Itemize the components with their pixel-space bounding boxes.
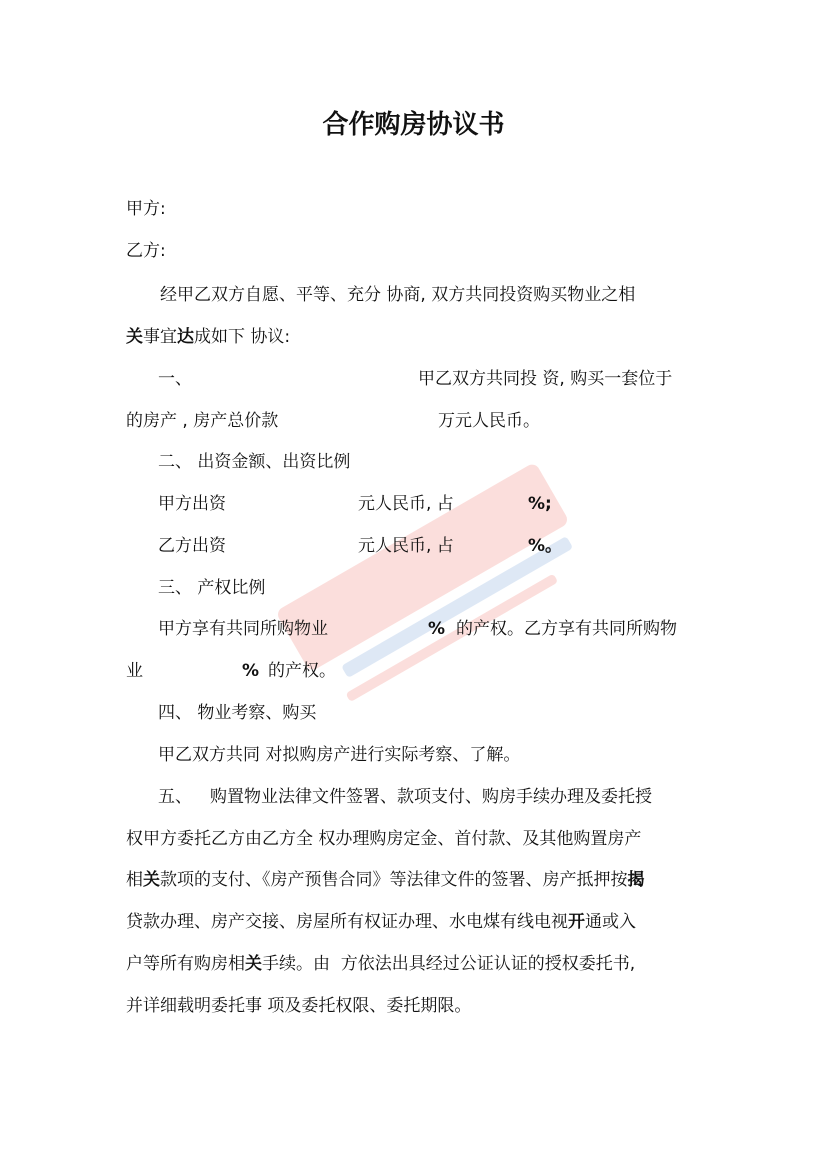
section-1-heading: 一、: [158, 369, 192, 389]
intro-line-1: 经甲乙双方自愿、平等、充分 协商, 双方共同投资购买物业之相: [160, 285, 636, 305]
section-2-party-a-pct: %;: [528, 494, 552, 514]
s5-l3-bold: 关: [143, 870, 160, 890]
section-3-line-1a: 甲方享有共同所购物业: [158, 619, 328, 639]
section-3-line-2-pct: %: [242, 661, 260, 681]
section-5-line-4: [126, 911, 636, 933]
section-2-party-a-label: 甲方出资: [158, 494, 226, 514]
s5-l5-a: 户等所有购房相: [126, 954, 245, 974]
s5-l4-a: 贷款办理、房产交接、房屋所有权证办理、水电煤有线电视: [126, 912, 568, 932]
intro-text-1: 事宜: [143, 327, 177, 347]
section-3-heading: 三、 产权比例: [158, 578, 266, 598]
section-5-line-1: 购置物业法律文件签署、款项支付、购房手续办理及委托授: [210, 787, 652, 807]
section-3-line-2a: 业: [126, 661, 143, 681]
section-3-line-2c: 的产权。: [268, 661, 336, 681]
section-5-line-6: 并详细载明委托事 项及委托权限、委托期限。: [126, 996, 472, 1016]
section-2-party-b-pct: %。: [528, 536, 563, 556]
s5-l5-bold: 关: [245, 954, 262, 974]
s5-l3-bold-2: 揭: [627, 870, 645, 890]
intro-bold-2: 达: [177, 327, 194, 347]
s5-l5-c: 手续。由 方依法出具经过公证认证的授权委托书,: [262, 954, 636, 974]
section-2-party-b-label: 乙方出资: [158, 536, 226, 556]
section-1-price-unit: 万元人民币。: [438, 411, 540, 431]
s5-l3-a: 相: [126, 870, 143, 890]
intro-text-2: 成如下 协议:: [194, 327, 291, 347]
party-b-line: 乙方:: [126, 241, 166, 261]
s5-l3-c: 款项的支付、《房产预售合同》等法律文件的签署、房产抵押按: [160, 870, 628, 890]
section-3-line-1c: 的产权。乙方享有共同所购物: [456, 619, 677, 639]
intro-bold-1: 关: [126, 327, 143, 347]
section-1-text: 甲乙双方共同投 资, 购买一套位于: [418, 369, 673, 389]
section-5-line-3: [126, 869, 645, 891]
s5-l4-c: 通或入: [585, 912, 636, 932]
intro-line-2: [126, 326, 290, 348]
section-1-price-label: 的房产 , 房产总价款: [126, 411, 279, 431]
section-2-heading: 二、 出资金额、出资比例: [158, 452, 351, 472]
section-4-text: 甲乙双方共同 对拟购房产进行实际考察、了解。: [158, 745, 521, 765]
document-title: 合作购房协议书: [322, 110, 505, 140]
section-5-line-2: 权甲方委托乙方由乙方全 权办理购房定金、首付款、及其他购置房产: [126, 829, 642, 849]
s5-l4-bold: 开: [568, 912, 585, 932]
section-5-line-5: [126, 953, 635, 975]
section-4-heading: 四、 物业考察、购买: [158, 703, 317, 723]
section-2-party-a-unit: 元人民币, 占: [358, 494, 454, 514]
section-2-party-b-unit: 元人民币, 占: [358, 536, 454, 556]
section-5-heading: 五、: [158, 787, 192, 807]
section-3-line-1-pct: %: [428, 619, 446, 639]
party-a-line: 甲方:: [126, 199, 166, 219]
